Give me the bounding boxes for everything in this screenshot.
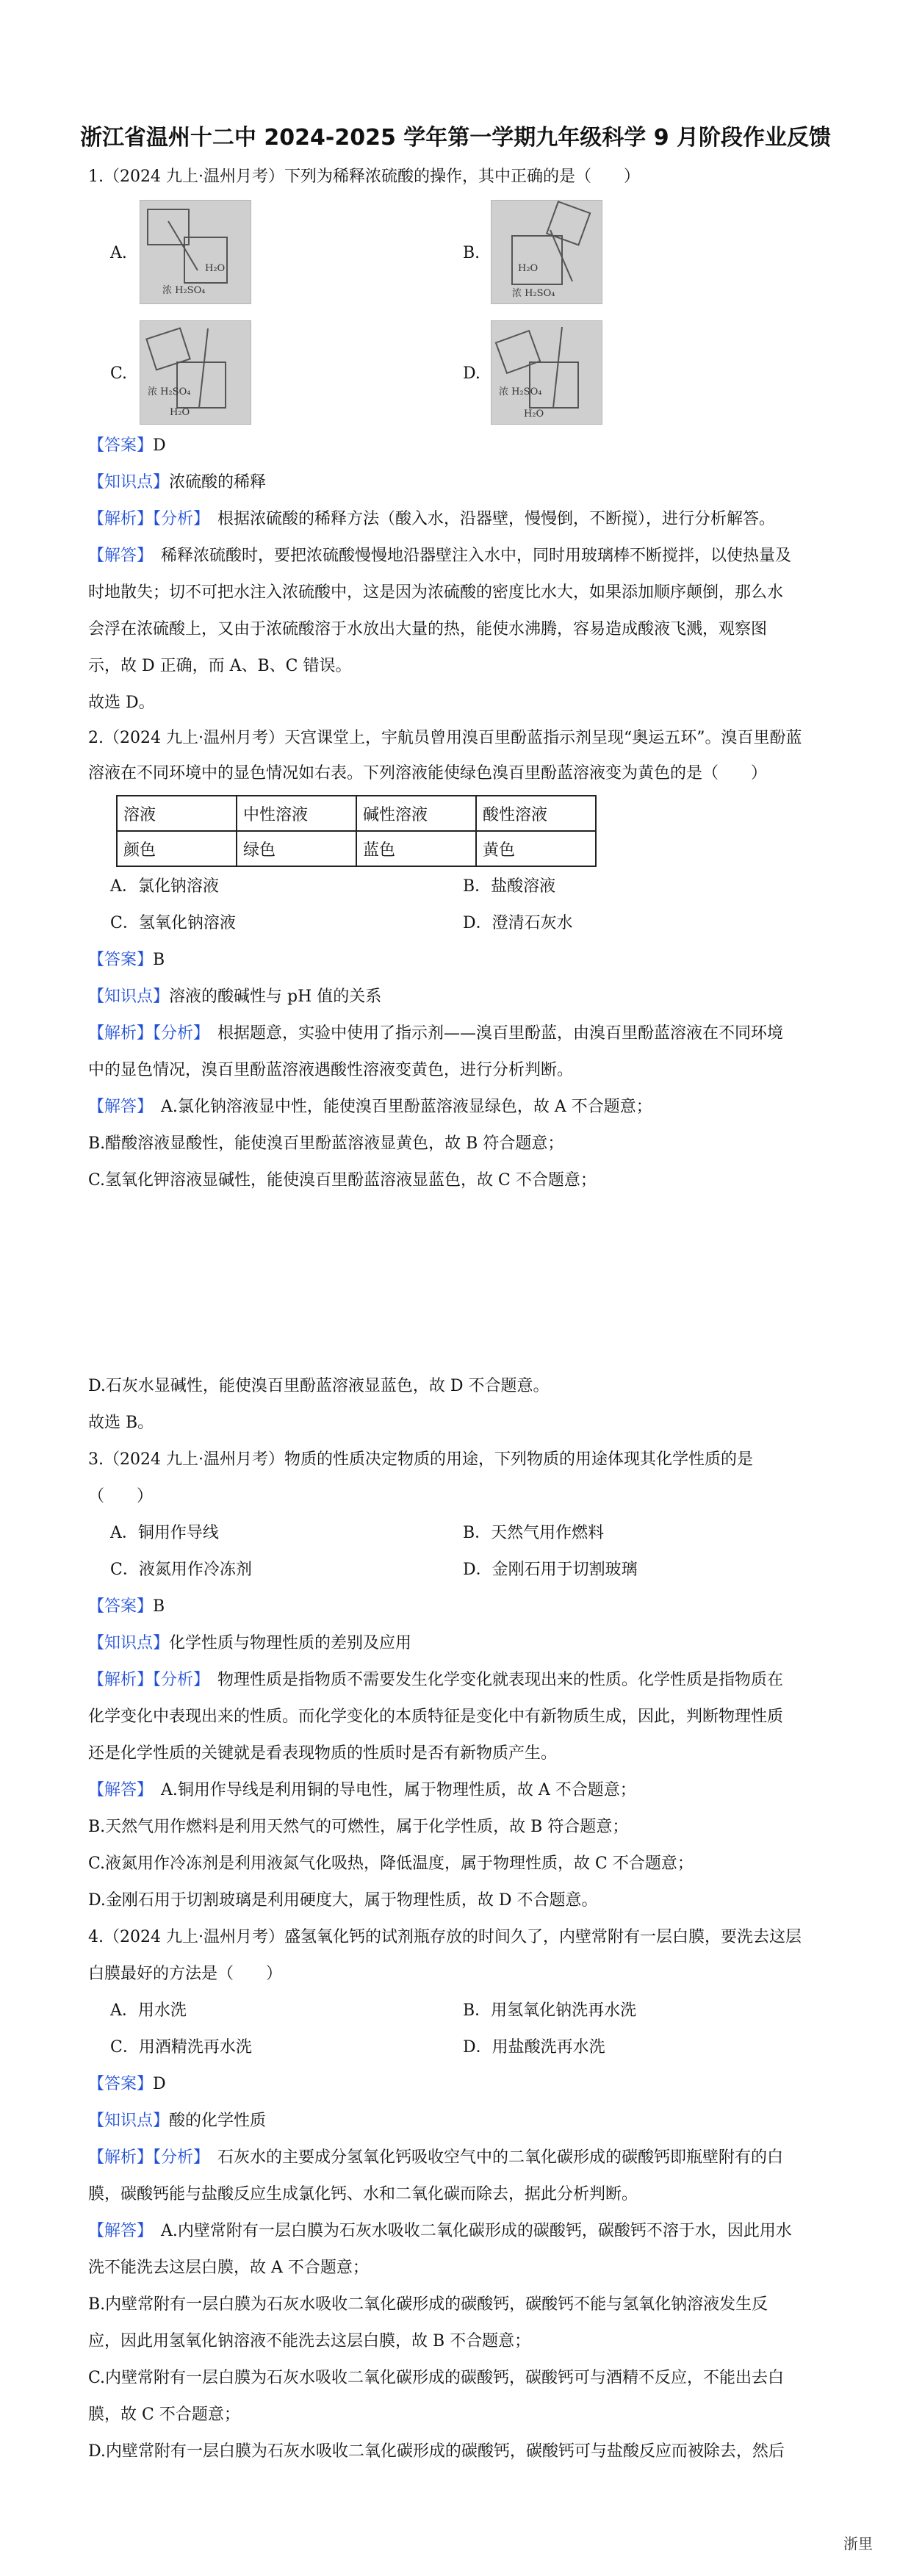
q2-conclusion: 故选 B。 — [88, 1414, 154, 1432]
q1-solution-line: 时地散失；切不可把水注入浓硫酸中，这是因为浓硫酸的密度比水大，如果添加顺序颠倒，那么水 — [88, 583, 784, 602]
table-cell: 黄色 — [476, 831, 596, 866]
q2-option-b: B．盐酸溶液 — [463, 877, 556, 896]
q3-stem: 3.（2024 九上·温州月考）物质的性质决定物质的用途，下列物质的用途体现其化学性质的是 — [88, 1450, 753, 1469]
q4-stem-line: 白膜最好的方法是（ ） — [88, 1965, 283, 1983]
q2-solution-line: D.石灰水显碱性，能使溴百里酚蓝溶液显蓝色，故 D 不合题意。 — [88, 1377, 550, 1395]
q1-solution-line: 示，故 D 正确，而 A、B、C 错误。 — [88, 657, 352, 675]
beaker-pour-icon — [491, 201, 602, 303]
q3-solution-line: B.天然气用作燃料是利用天然气的可燃性，属于化学性质，故 B 符合题意； — [88, 1818, 629, 1836]
page-footer-mark: 浙里 — [843, 2535, 873, 2552]
q1-answer: 【答案】D — [88, 436, 166, 455]
q4-solution-line: C.内壁常附有一层白膜为石灰水吸收二氧化碳形成的碳酸钙，碳酸钙可与酒精不反应，不能出去白 — [88, 2369, 785, 2387]
q4-solution-line: 膜，故 C 不合题意； — [88, 2406, 240, 2424]
q2-stem-line: 溶液在不同环境中的显色情况如右表。下列溶液能使绿色溴百里酚蓝溶液变为黄色的是（ ） — [88, 764, 768, 782]
q4-knowledge-point: 【知识点】酸的化学性质 — [88, 2112, 267, 2130]
page-title: 浙江省温州十二中 2024-2025 学年第一学期九年级科学 9 月阶段作业反馈 — [79, 125, 832, 151]
q4-answer: 【答案】D — [88, 2075, 166, 2093]
table-cell: 蓝色 — [356, 831, 476, 866]
q4-solution-line: 应，因此用氢氧化钠溶液不能洗去这层白膜，故 B 不合题意； — [88, 2332, 531, 2350]
q1-solution: 【解答】 稀释浓硫酸时，要把浓硫酸慢慢地沿器壁注入水中，同时用玻璃棒不断搅拌，以使热量及 — [88, 547, 792, 565]
q4-analysis-line: 膜，碳酸钙能与盐酸反应生成氯化钙、水和二氧化碳而除去，据此分析判断。 — [88, 2185, 638, 2203]
q4-option-a: A．用水洗 — [110, 2001, 187, 2020]
q1-a-bottom-label: 浓 H₂SO₄ — [162, 285, 206, 296]
q1-c-top-label: 浓 H₂SO₄ — [148, 386, 191, 397]
q2-solution-line: B.醋酸溶液显酸性，能使溴百里酚蓝溶液显黄色，故 B 符合题意； — [88, 1134, 564, 1153]
q1-figure-c — [140, 320, 251, 425]
q3-analysis-line: 化学变化中表现出来的性质。而化学变化的本质特征是变化中有新物质生成，因此，判断物理性质 — [88, 1708, 784, 1726]
q3-analysis: 【解析】【分析】 物理性质是指物质不需要发生化学变化就表现出来的性质。化学性质是指物质在 — [88, 1671, 784, 1689]
q3-option-d: D．金刚石用于切割玻璃 — [463, 1561, 638, 1579]
q2-analysis-line: 中的显色情况，溴百里酚蓝溶液遇酸性溶液变黄色，进行分析判断。 — [88, 1061, 574, 1079]
q2-knowledge-point: 【知识点】溶液的酸碱性与 pH 值的关系 — [88, 987, 382, 1006]
q1-figure-b — [491, 200, 602, 304]
beaker-pour-icon — [140, 201, 251, 303]
q1-b-top-label: H₂O — [518, 263, 539, 274]
q2-solution: 【解答】 A.氯化钠溶液显中性，能使溴百里酚蓝溶液显绿色，故 A 不合题意； — [88, 1098, 652, 1116]
q1-figure-d — [491, 320, 602, 425]
table-cell: 颜色 — [117, 831, 237, 866]
table-cell: 碱性溶液 — [356, 796, 476, 831]
q4-stem: 4.（2024 九上·温州月考）盛氢氧化钙的试剂瓶存放的时间久了，内壁常附有一层白膜，要洗去这层 — [88, 1928, 802, 1946]
q1-option-c-label: C. — [110, 364, 128, 383]
table-cell: 绿色 — [237, 831, 356, 866]
q1-solution-line: 会浮在浓硫酸上，又由于浓硫酸溶于水放出大量的热，能使水沸腾，容易造成酸液飞溅，观察图 — [88, 620, 768, 638]
q4-option-b: B．用氢氧化钠洗再水洗 — [463, 2001, 637, 2020]
q3-option-a: A．铜用作导线 — [110, 1524, 219, 1542]
table-cell: 酸性溶液 — [476, 796, 596, 831]
q3-solution: 【解答】 A.铜用作导线是利用铜的导电性，属于物理性质，故 A 不合题意； — [88, 1781, 636, 1799]
q3-option-b: B．天然气用作燃料 — [463, 1524, 605, 1542]
table-cell: 中性溶液 — [237, 796, 356, 831]
q2-analysis: 【解析】【分析】 根据题意，实验中使用了指示剂——溴百里酚蓝，由溴百里酚蓝溶液在不同环境 — [88, 1024, 784, 1043]
q1-option-a-label: A. — [110, 244, 127, 262]
q4-solution-line: 洗不能洗去这层白膜，故 A 不合题意； — [88, 2259, 369, 2277]
q4-solution-line: D.内壁常附有一层白膜为石灰水吸收二氧化碳形成的碳酸钙，碳酸钙可与盐酸反应而被除去，然后 — [88, 2442, 785, 2461]
q1-knowledge-point: 【知识点】浓硫酸的稀释 — [88, 473, 267, 492]
q1-figure-a — [140, 200, 251, 304]
q3-solution-line: C.液氮用作冷冻剂是利用液氮气化吸热，降低温度，属于物理性质，故 C 不合题意； — [88, 1854, 694, 1873]
indicator-color-table — [116, 795, 597, 867]
q4-analysis: 【解析】【分析】 石灰水的主要成分氢氧化钙吸收空气中的二氧化碳形成的碳酸钙即瓶壁附有的白 — [88, 2148, 784, 2167]
beaker-pour-icon — [140, 321, 251, 424]
q3-answer: 【答案】B — [88, 1597, 165, 1616]
q3-knowledge-point: 【知识点】化学性质与物理性质的差别及应用 — [88, 1634, 412, 1652]
q2-answer: 【答案】B — [88, 951, 165, 969]
q4-option-d: D．用盐酸洗再水洗 — [463, 2038, 605, 2057]
q1-option-b-label: B. — [463, 244, 480, 262]
q4-solution-line: B.内壁常附有一层白膜为石灰水吸收二氧化碳形成的碳酸钙，碳酸钙不能与氢氧化钠溶液发生反 — [88, 2295, 768, 2314]
beaker-pour-icon — [491, 321, 602, 424]
q2-option-d: D．澄清石灰水 — [463, 914, 573, 932]
q1-conclusion: 故选 D。 — [88, 694, 155, 712]
q1-a-top-label: H₂O — [205, 263, 226, 274]
q2-solution-line: C.氢氧化钾溶液显碱性，能使溴百里酚蓝溶液显蓝色，故 C 不合题意； — [88, 1171, 597, 1190]
q1-stem: 1.（2024 九上·温州月考）下列为稀释浓硫酸的操作，其中正确的是（ ） — [88, 168, 640, 186]
q3-stem-line: （ ） — [88, 1487, 154, 1505]
q1-option-d-label: D. — [463, 364, 480, 383]
q1-d-bottom-label: H₂O — [524, 409, 544, 420]
q1-c-bottom-label: H₂O — [170, 407, 190, 418]
q2-stem: 2.（2024 九上·温州月考）天宫课堂上，宇航员曾用溴百里酚蓝指示剂呈现“奥运五环”。溴百里酚蓝 — [88, 729, 802, 747]
q2-option-a: A．氯化钠溶液 — [110, 877, 219, 896]
q3-solution-line: D.金刚石用于切割玻璃是利用硬度大，属于物理性质，故 D 不合题意。 — [88, 1891, 598, 1910]
q1-b-bottom-label: 浓 H₂SO₄ — [512, 288, 555, 299]
q2-option-c: C．氢氧化钠溶液 — [110, 914, 236, 932]
table-row — [117, 831, 596, 866]
q1-d-top-label: 浓 H₂SO₄ — [499, 386, 542, 397]
table-cell: 溶液 — [117, 796, 237, 831]
q4-option-c: C．用酒精洗再水洗 — [110, 2038, 252, 2057]
q3-option-c: C．液氮用作冷冻剂 — [110, 1561, 252, 1579]
q3-analysis-line: 还是化学性质的关键就是看表现物质的性质时是否有新物质产生。 — [88, 1744, 558, 1763]
q1-analysis: 【解析】【分析】 根据浓硫酸的稀释方法（酸入水，沿器壁，慢慢倒，不断搅），进行分析解答。 — [88, 510, 776, 528]
table-row — [117, 796, 596, 831]
q4-solution: 【解答】 A.内壁常附有一层白膜为石灰水吸收二氧化碳形成的碳酸钙，碳酸钙不溶于水，因此用水 — [88, 2222, 792, 2240]
